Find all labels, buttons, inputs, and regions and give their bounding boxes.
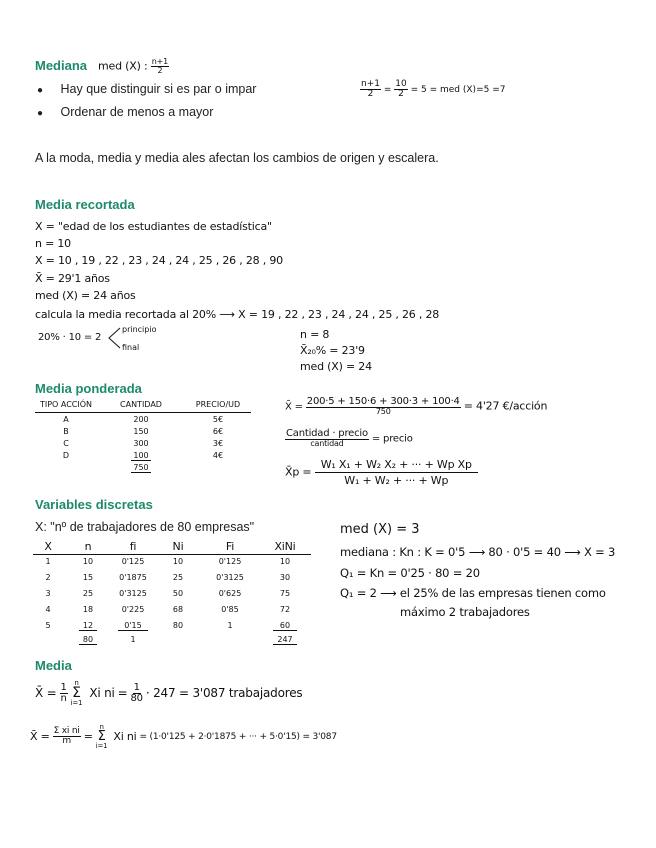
cell-x: 3 (45, 589, 51, 598)
cell-cantidad: 100 (131, 451, 151, 461)
cell-n: 12 (79, 621, 97, 631)
recortada-med: med (X) = 24 (300, 360, 372, 373)
cell-fi: 0'1875 (119, 573, 147, 582)
recortada-line-2: n = 10 (35, 237, 71, 250)
mediana-bullet-1 (37, 82, 256, 96)
ponderada-general-den: W₁ + W₂ + ··· + Wp (344, 474, 449, 487)
cell-cantidad: 300 (133, 439, 149, 448)
cell-tipo: D (62, 451, 70, 460)
example-a-den: 2 (367, 89, 374, 99)
sigma-icon: Σ (97, 729, 106, 744)
ponderada-formula-den: 750 (375, 407, 391, 416)
mediana-formula (98, 58, 169, 75)
mediana-example (360, 80, 505, 99)
cell-xini: 75 (279, 589, 291, 598)
recortada-line-4: X̄ = 29'1 años (35, 272, 110, 285)
cell-xini: 30 (279, 573, 291, 582)
mediana-formula-prefix: med (X) : (98, 59, 148, 73)
media-line2-rhs: = (1·0'125 + 2·0'1875 + ··· + 5·0'15) = 3'087 (139, 731, 337, 742)
example-rest: = 5 = med (X)=5 =7 (410, 85, 506, 95)
recortada-line-1: X = "edad de los estudiantes de estadística" (35, 220, 272, 233)
ponderada-precio-num: Cantidad · precio (286, 428, 368, 439)
media-line2-sum (96, 724, 108, 750)
media-line1-eq: = (117, 686, 128, 701)
ponderada-general (285, 459, 478, 486)
media-line2-frac (53, 727, 81, 746)
discretas-subtitle: X: "nº de trabajadores de 80 empresas" (35, 520, 255, 534)
media-line2-eq: = (83, 730, 93, 744)
ponderada-table-header (35, 400, 251, 413)
table-row (33, 557, 311, 569)
media-line1-lhs: X̄ = (35, 686, 57, 701)
branch-icon (106, 325, 122, 351)
discretas-note-1: med (X) = 3 (340, 522, 420, 537)
table-row (33, 605, 311, 617)
cell-fi-acum: 0'625 (218, 589, 242, 598)
cell-precio: 5€ (212, 415, 224, 424)
bullet-dot: ● (37, 108, 44, 119)
media-line1-term: Xi ni (89, 686, 115, 701)
ponderada-formula-lhs: X̄ = (285, 401, 303, 413)
branch-top: principio (122, 325, 157, 334)
media-line1-rhs: · 247 = 3'087 trabajadores (145, 686, 303, 701)
cell-n: 15 (82, 573, 94, 582)
discretas-note-3: Q₁ = Kn = 0'25 · 80 = 20 (340, 566, 480, 580)
media-line1-frac2-num: 1 (133, 681, 140, 693)
discretas-col-ni: Ni (172, 540, 184, 553)
media-line1-sum-bottom: i=1 (70, 698, 83, 707)
cell-x: 4 (45, 605, 51, 614)
total-xini: 247 (273, 635, 297, 645)
total-fi: 1 (130, 635, 136, 644)
discretas-note-2: mediana : Kn : K = 0'5 ⟶ 80 · 0'5 = 40 ⟶ X = 3 (340, 545, 616, 559)
cell-ni: 10 (172, 557, 184, 566)
cell-ni: 68 (172, 605, 184, 614)
ponderada-formula-rhs: = 4'27 €/acción (463, 399, 548, 413)
cell-x: 1 (45, 557, 51, 566)
cell-tipo: A (63, 415, 69, 424)
discretas-col-n: n (84, 540, 92, 553)
example-b-den: 2 (398, 89, 404, 99)
discretas-totals-row (33, 635, 311, 647)
cell-tipo: B (63, 427, 69, 436)
mediana-bullet-1-text: Hay que distinguir si es par o impar (60, 82, 257, 96)
media-line2-sum-top: n (99, 723, 104, 731)
media-line2-sum-bottom: i=1 (95, 741, 108, 750)
table-row (33, 589, 311, 601)
media-line2-den: m (62, 736, 71, 747)
media-line1-frac-den: n (60, 692, 67, 704)
recortada-n: n = 8 (300, 328, 330, 341)
cell-n: 10 (82, 557, 94, 566)
example-a-num: n+1 (361, 79, 380, 89)
ponderada-precio (285, 429, 413, 448)
cell-cantidad: 150 (133, 427, 149, 436)
mediana-example-frac-b (394, 80, 407, 99)
media-line2-lhs: X̄ = (30, 730, 50, 744)
cell-x: 5 (45, 621, 51, 630)
media-line2-num: Σ xi ni (53, 726, 80, 737)
example-eq: = (383, 85, 392, 95)
cell-precio: 3€ (212, 439, 224, 448)
discretas-table-header (33, 540, 311, 555)
recortada-line-5: med (X) = 24 años (35, 289, 136, 302)
cell-fi-acum: 0'125 (218, 557, 242, 566)
recortada-line-6: calcula la media recortada al 20% ⟶ X = 19 , 22 , 23 , 24 , 24 , 25 , 26 , 28 (35, 308, 440, 321)
ponderada-total: 750 (131, 463, 151, 473)
cell-xini: 60 (273, 621, 297, 631)
ponderada-formula-num: 200·5 + 150·6 + 300·3 + 100·4 (306, 396, 460, 407)
table-row (35, 439, 251, 450)
ponderada-general-lhs: X̄p = (285, 465, 312, 479)
ponderada-heading: Media ponderada (35, 381, 142, 396)
mediana-bullet-2 (37, 105, 213, 119)
ponderada-col-cantidad: CANTIDAD (120, 400, 162, 409)
discretas-col-fi: fi (129, 540, 137, 553)
media-line-1 (35, 680, 302, 707)
cell-n: 18 (82, 605, 94, 614)
ponderada-precio-rhs: = precio (371, 433, 413, 445)
cell-xini: 72 (279, 605, 291, 614)
table-row (33, 573, 311, 585)
media-line1-frac2-den: 80 (130, 692, 143, 704)
mediana-formula-fraction (151, 58, 169, 75)
discretas-note-4: Q₁ = 2 ⟶ el 25% de las empresas tienen como (340, 586, 606, 600)
sigma-icon: Σ (72, 685, 81, 701)
ponderada-col-tipo: TIPO ACCIÓN (39, 400, 93, 409)
media-line1-frac (60, 683, 68, 704)
table-row (35, 427, 251, 438)
media-line2-term: Xi ni (113, 730, 137, 744)
discretas-col-xini: XiNi (274, 540, 296, 553)
cell-tipo: C (63, 439, 69, 448)
table-row (33, 621, 311, 633)
ponderada-general-fraction (315, 459, 478, 486)
ponderada-formula-fraction (306, 397, 461, 416)
table-row (35, 451, 251, 462)
media-line1-frac-num: 1 (60, 681, 67, 693)
mediana-bullet-2-text: Ordenar de menos a mayor (60, 105, 214, 119)
media-line1-frac2 (131, 683, 143, 704)
cell-fi-acum: 0'3125 (216, 573, 244, 582)
cell-fi-acum: 0'85 (221, 605, 239, 614)
cell-precio: 4€ (212, 451, 224, 460)
ponderada-formula (285, 397, 547, 416)
discretas-col-x: X (44, 540, 52, 553)
discretas-heading: Variables discretas (35, 497, 153, 512)
cell-fi-acum: 1 (227, 621, 233, 630)
mediana-heading: Mediana (35, 58, 88, 73)
branch-bottom: final (122, 343, 140, 352)
recortada-calc: 20% · 10 = 2 (38, 332, 102, 343)
media-line1-sum-top: n (74, 679, 79, 687)
cell-ni: 25 (172, 573, 184, 582)
cell-n: 25 (82, 589, 94, 598)
cell-fi: 0'15 (118, 621, 148, 631)
ponderada-precio-den: cantidad (310, 439, 344, 448)
cell-fi: 0'125 (121, 557, 145, 566)
mediana-example-frac-a (360, 80, 381, 99)
cell-precio: 6€ (212, 427, 224, 436)
ponderada-general-num: W₁ X₁ + W₂ X₂ + ··· + Wp Xp (315, 459, 478, 473)
discretas-col-fi-acum: Fi (225, 540, 235, 553)
cell-x: 2 (45, 573, 51, 582)
media-line-2 (30, 724, 337, 750)
mediana-formula-den: 2 (157, 66, 163, 75)
cell-ni: 50 (172, 589, 184, 598)
ponderada-col-precio: PRECIO/UD (195, 400, 241, 409)
cell-fi: 0'3125 (119, 589, 147, 598)
recortada-line-3: X = 10 , 19 , 22 , 23 , 24 , 24 , 25 , 26 , 28 , 90 (35, 254, 283, 267)
ponderada-table (35, 400, 251, 476)
bullet-dot: ● (37, 85, 44, 96)
recortada-mean: X̄₂₀% = 23'9 (300, 344, 365, 357)
media-heading: Media (35, 658, 72, 673)
table-row (35, 415, 251, 426)
discretas-note-5: máximo 2 trabajadores (400, 605, 530, 619)
media-line1-sum (71, 680, 83, 707)
total-n: 80 (79, 635, 97, 645)
cell-xini: 10 (279, 557, 291, 566)
discretas-table (33, 540, 311, 648)
cell-fi: 0'225 (121, 605, 145, 614)
example-b-num: 10 (395, 79, 407, 89)
recortada-heading: Media recortada (35, 197, 135, 212)
cell-cantidad: 200 (133, 415, 149, 424)
cambios-nota: A la moda, media y media ales afectan los cambios de origen y escalera. (35, 151, 439, 165)
cell-ni: 80 (172, 621, 184, 630)
ponderada-total-row (35, 463, 251, 474)
ponderada-precio-fraction (285, 429, 369, 448)
mediana-formula-num: n+1 (151, 57, 169, 66)
